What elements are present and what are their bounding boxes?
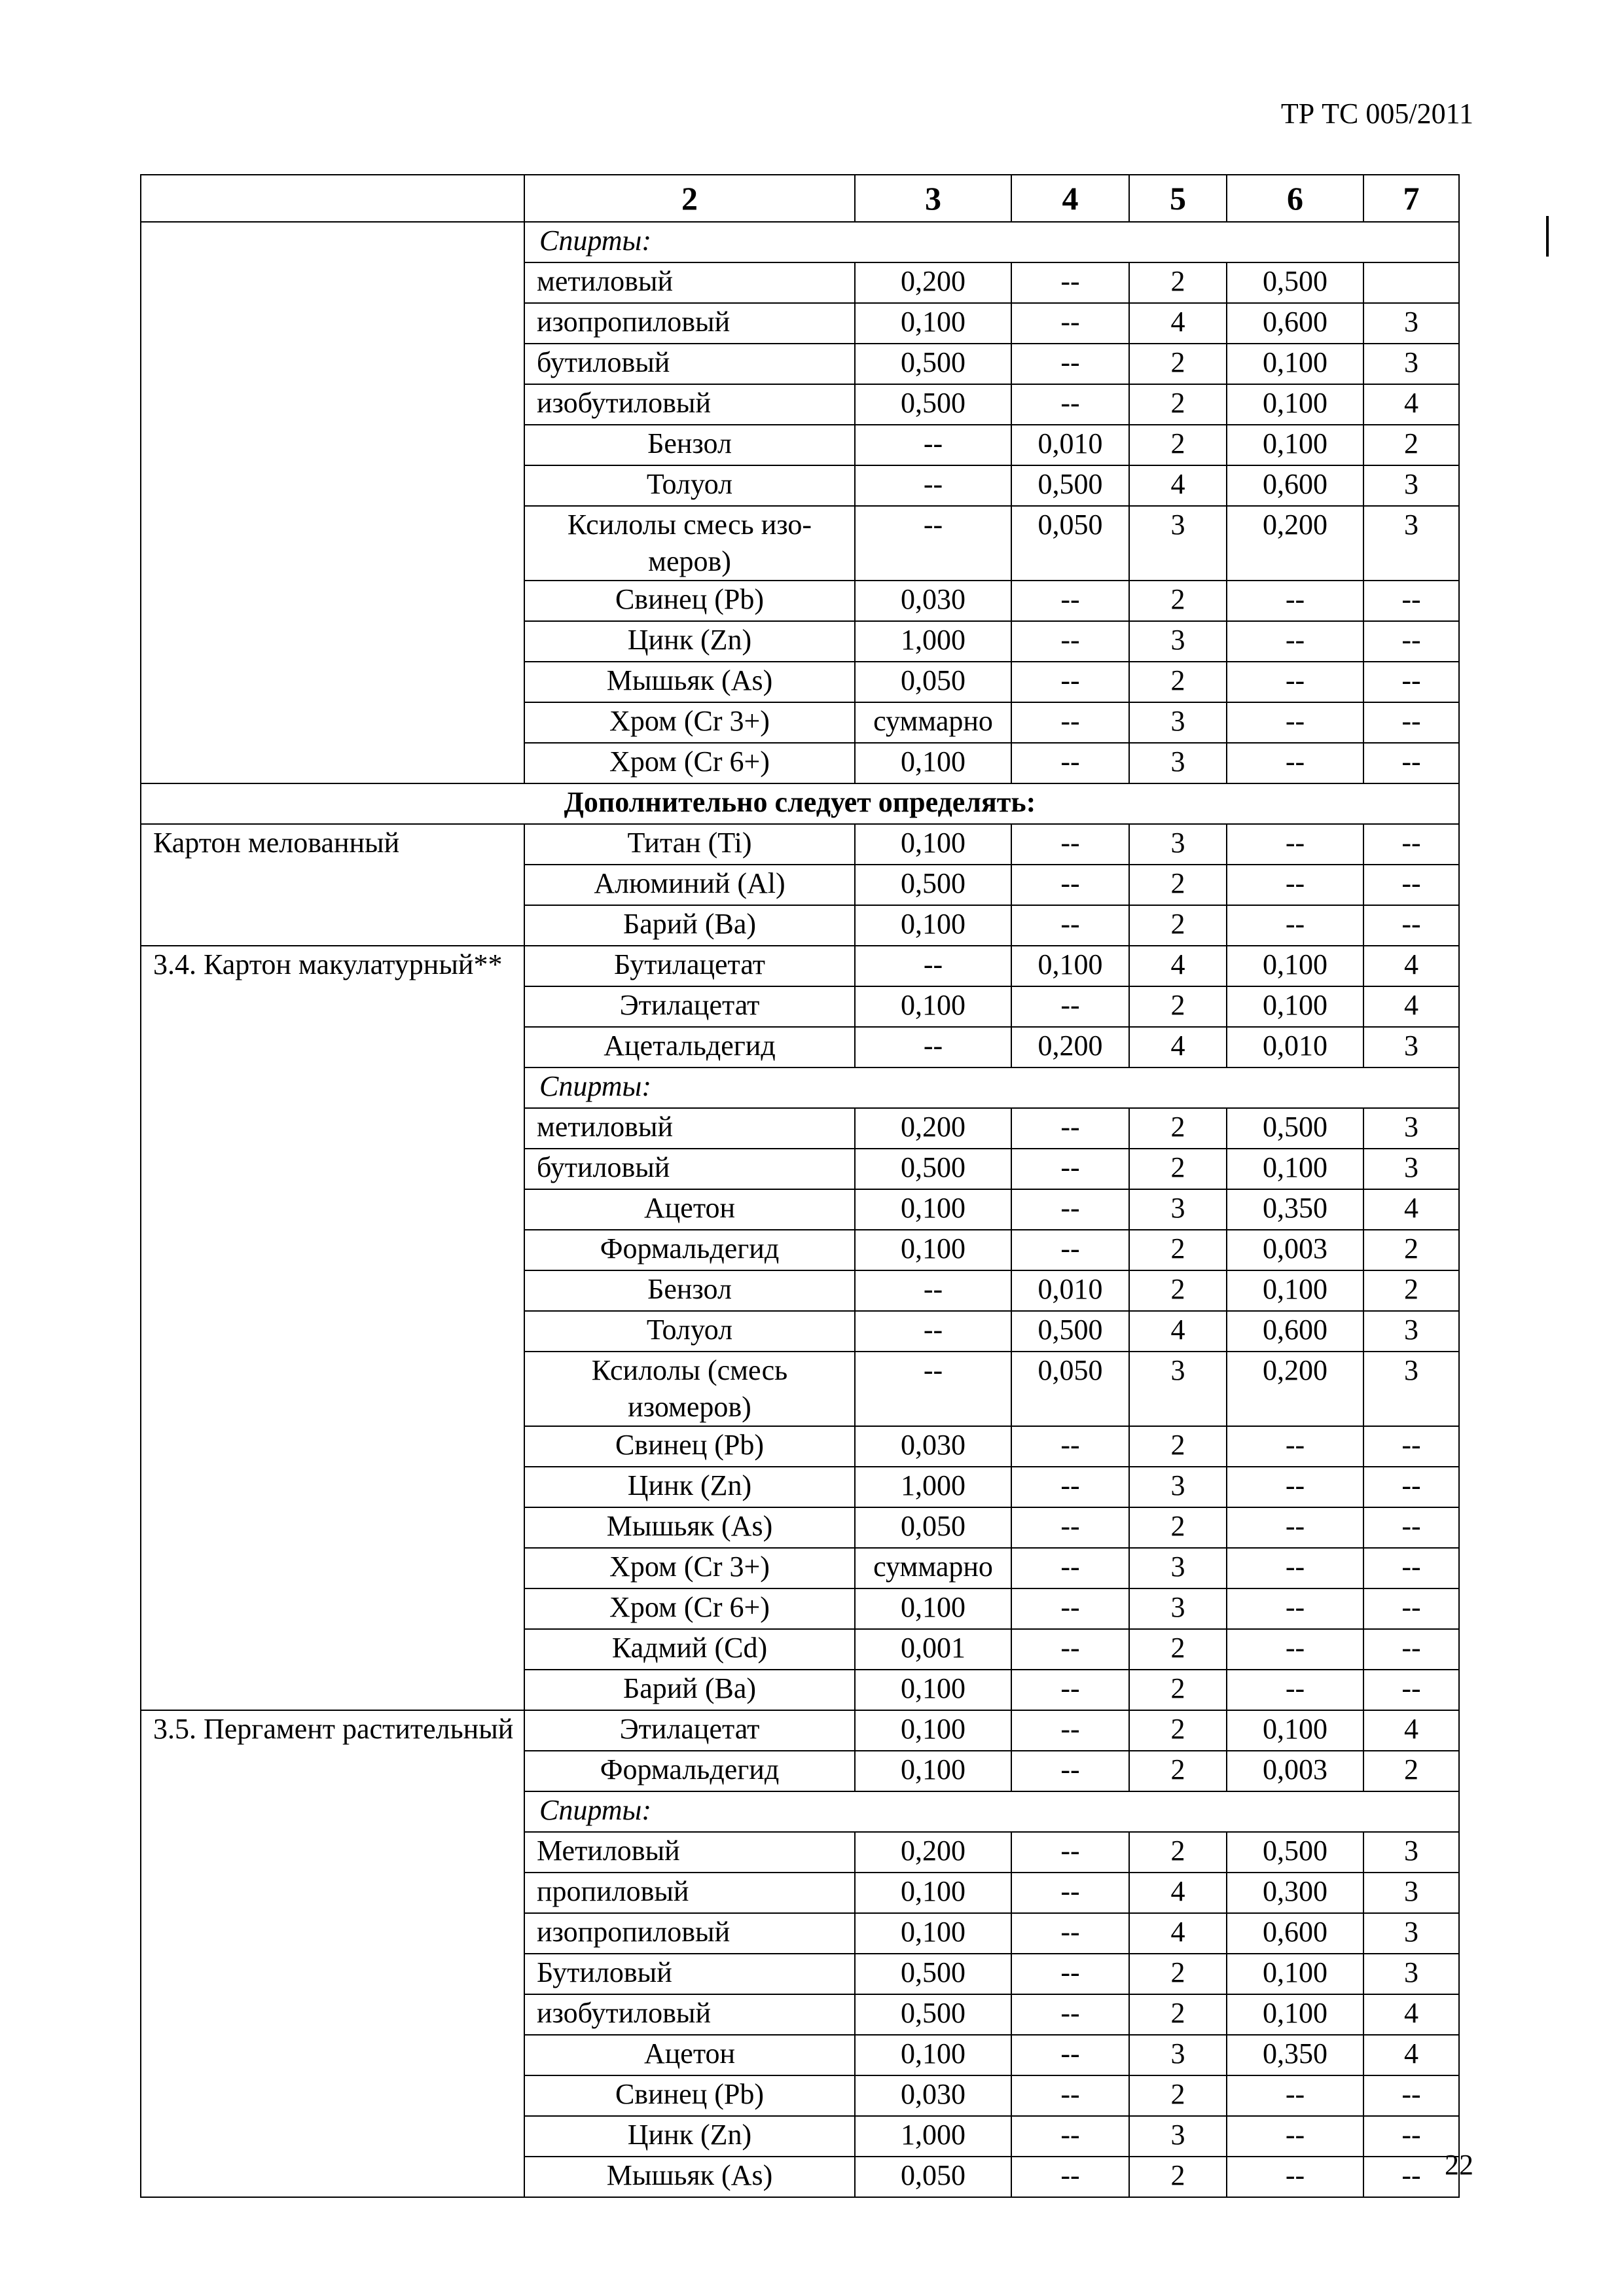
substance-name: изобутиловый [524, 384, 855, 425]
value-cell-c3: 0,500 [855, 1994, 1011, 2035]
value-cell-c4: -- [1011, 1548, 1129, 1588]
value-cell-c5: 4 [1129, 1873, 1227, 1913]
substance-name: Свинец (Pb) [524, 2075, 855, 2116]
value-cell-c4: -- [1011, 2075, 1129, 2116]
value-cell-c6: 0,100 [1227, 344, 1363, 384]
substance-name: Этилацетат [524, 986, 855, 1027]
value-cell-c4: -- [1011, 384, 1129, 425]
value-cell-c6: -- [1227, 743, 1363, 783]
substance-name [524, 1352, 855, 1426]
value-cell-c4: 0,100 [1011, 946, 1129, 986]
value-cell-c5: 3 [1129, 506, 1227, 581]
substance-name: пропиловый [524, 1873, 855, 1913]
value-cell-c4: -- [1011, 2035, 1129, 2075]
value-cell-c4: -- [1011, 905, 1129, 946]
value-cell-c5: 3 [1129, 743, 1227, 783]
substance-name: Барий (Ba) [524, 1670, 855, 1710]
value-cell-c7: -- [1363, 743, 1459, 783]
value-cell-c5: 2 [1129, 865, 1227, 905]
value-cell-c6: 0,500 [1227, 1108, 1363, 1149]
category-cell [141, 222, 524, 783]
value-cell-c3: -- [855, 465, 1011, 506]
value-cell-c3: суммарно [855, 1548, 1011, 1588]
column-header: 2 [524, 175, 855, 222]
value-cell-c6: 0,500 [1227, 262, 1363, 303]
table-row [141, 824, 1459, 865]
value-cell-c3: 0,100 [855, 1710, 1011, 1751]
substance-name-line: меров) [648, 545, 731, 577]
value-cell-c5: 3 [1129, 824, 1227, 865]
value-cell-c5: 4 [1129, 1913, 1227, 1954]
value-cell-c4: -- [1011, 303, 1129, 344]
value-cell-c5: 4 [1129, 303, 1227, 344]
value-cell-c6: -- [1227, 621, 1363, 662]
value-cell-c6: 0,350 [1227, 1189, 1363, 1230]
value-cell-c7: 2 [1363, 1270, 1459, 1311]
value-cell-c7: 3 [1363, 1352, 1459, 1426]
substance-name: изопропиловый [524, 303, 855, 344]
table-row [141, 222, 1459, 262]
substance-name: Ацетон [524, 2035, 855, 2075]
value-cell-c4: -- [1011, 581, 1129, 621]
value-cell-c7: 3 [1363, 465, 1459, 506]
value-cell-c7: 4 [1363, 1710, 1459, 1751]
value-cell-c3: 0,100 [855, 1588, 1011, 1629]
value-cell-c6: -- [1227, 865, 1363, 905]
value-cell-c7: -- [1363, 1588, 1459, 1629]
value-cell-c6: 0,600 [1227, 303, 1363, 344]
value-cell-c4: -- [1011, 986, 1129, 1027]
value-cell-c7: 3 [1363, 1311, 1459, 1352]
substance-name: Барий (Ba) [524, 905, 855, 946]
value-cell-c7: -- [1363, 1467, 1459, 1507]
substance-name: Бутилацетат [524, 946, 855, 986]
value-cell-c5: 2 [1129, 1670, 1227, 1710]
margin-revision-mark [1546, 216, 1549, 257]
value-cell-c3: -- [855, 1311, 1011, 1352]
value-cell-c6: -- [1227, 1629, 1363, 1670]
value-cell-c3: 0,500 [855, 1149, 1011, 1189]
value-cell-c3: 0,100 [855, 743, 1011, 783]
value-cell-c4: -- [1011, 1954, 1129, 1994]
value-cell-c6: 0,100 [1227, 986, 1363, 1027]
value-cell-c3: -- [855, 425, 1011, 465]
value-cell-c7: 3 [1363, 1832, 1459, 1873]
value-cell-c7 [1363, 262, 1459, 303]
value-cell-c4: 0,500 [1011, 1311, 1129, 1352]
value-cell-c5: 2 [1129, 662, 1227, 702]
value-cell-c7: 2 [1363, 1230, 1459, 1270]
value-cell-c4: -- [1011, 1149, 1129, 1189]
substance-name: Цинк (Zn) [524, 1467, 855, 1507]
substance-name: Мышьяк (As) [524, 1507, 855, 1548]
value-cell-c4: -- [1011, 743, 1129, 783]
column-header: 5 [1129, 175, 1227, 222]
value-cell-c6: 0,003 [1227, 1230, 1363, 1270]
value-cell-c6: -- [1227, 1670, 1363, 1710]
value-cell-c6: 0,600 [1227, 465, 1363, 506]
value-cell-c7: 4 [1363, 2035, 1459, 2075]
value-cell-c5: 3 [1129, 1189, 1227, 1230]
value-cell-c4: -- [1011, 662, 1129, 702]
substance-name: бутиловый [524, 1149, 855, 1189]
value-cell-c5: 2 [1129, 581, 1227, 621]
value-cell-c5: 2 [1129, 1832, 1227, 1873]
value-cell-c3: -- [855, 506, 1011, 581]
value-cell-c7: -- [1363, 905, 1459, 946]
value-cell-c7: 4 [1363, 384, 1459, 425]
value-cell-c7: -- [1363, 662, 1459, 702]
value-cell-c3: 0,050 [855, 1507, 1011, 1548]
substance-name: Мышьяк (As) [524, 662, 855, 702]
value-cell-c6: 0,600 [1227, 1913, 1363, 1954]
substance-name: Свинец (Pb) [524, 581, 855, 621]
substance-name-line: Ксилолы смесь изо- [567, 509, 812, 541]
value-cell-c5: 4 [1129, 465, 1227, 506]
substance-name: метиловый [524, 1108, 855, 1149]
value-cell-c5: 3 [1129, 1548, 1227, 1588]
substance-name: Свинец (Pb) [524, 1426, 855, 1467]
group-label: Спирты: [524, 1067, 1459, 1108]
value-cell-c4: -- [1011, 1467, 1129, 1507]
substance-name: Толуол [524, 1311, 855, 1352]
value-cell-c5: 2 [1129, 1710, 1227, 1751]
category-cell: 3.4. Картон макулатурный** [141, 946, 524, 1710]
value-cell-c6: -- [1227, 1467, 1363, 1507]
group-label: Спирты: [524, 1791, 1459, 1832]
value-cell-c7: 2 [1363, 1751, 1459, 1791]
value-cell-c7: -- [1363, 581, 1459, 621]
value-cell-c5: 3 [1129, 1588, 1227, 1629]
substance-name: Формальдегид [524, 1751, 855, 1791]
value-cell-c5: 3 [1129, 2116, 1227, 2157]
substance-name: Ацетон [524, 1189, 855, 1230]
value-cell-c5: 2 [1129, 1270, 1227, 1311]
substance-name: изобутиловый [524, 1994, 855, 2035]
value-cell-c5: 3 [1129, 1352, 1227, 1426]
substance-name: Этилацетат [524, 1710, 855, 1751]
value-cell-c4: -- [1011, 2157, 1129, 2197]
value-cell-c4: -- [1011, 1710, 1129, 1751]
value-cell-c7: -- [1363, 824, 1459, 865]
substance-name: Алюминий (Al) [524, 865, 855, 905]
value-cell-c4: -- [1011, 1670, 1129, 1710]
document-code: ТР ТС 005/2011 [1280, 98, 1473, 130]
value-cell-c3: -- [855, 946, 1011, 986]
value-cell-c6: 0,200 [1227, 506, 1363, 581]
substance-name: Бензол [524, 1270, 855, 1311]
value-cell-c4: -- [1011, 1108, 1129, 1149]
value-cell-c5: 4 [1129, 1027, 1227, 1067]
substance-name: изопропиловый [524, 1913, 855, 1954]
value-cell-c3: 0,100 [855, 2035, 1011, 2075]
value-cell-c5: 2 [1129, 1230, 1227, 1270]
value-cell-c7: -- [1363, 621, 1459, 662]
value-cell-c5: 2 [1129, 1751, 1227, 1791]
value-cell-c3: 0,100 [855, 1751, 1011, 1791]
value-cell-c6: 0,100 [1227, 425, 1363, 465]
value-cell-c5: 2 [1129, 1507, 1227, 1548]
substance-name: метиловый [524, 262, 855, 303]
value-cell-c4: -- [1011, 1832, 1129, 1873]
value-cell-c5: 2 [1129, 905, 1227, 946]
value-cell-c3: 1,000 [855, 2116, 1011, 2157]
table-section-title-row [141, 783, 1459, 824]
group-label: Спирты: [524, 222, 1459, 262]
column-header: 7 [1363, 175, 1459, 222]
substance-name: Хром (Cr 3+) [524, 702, 855, 743]
value-cell-c4: -- [1011, 824, 1129, 865]
value-cell-c5: 2 [1129, 2157, 1227, 2197]
value-cell-c5: 2 [1129, 1954, 1227, 1994]
value-cell-c7: 4 [1363, 1994, 1459, 2035]
value-cell-c3: 0,001 [855, 1629, 1011, 1670]
substance-name: Ацетальдегид [524, 1027, 855, 1067]
value-cell-c7: 3 [1363, 1108, 1459, 1149]
value-cell-c3: суммарно [855, 702, 1011, 743]
value-cell-c5: 3 [1129, 702, 1227, 743]
value-cell-c3: 0,500 [855, 384, 1011, 425]
substance-name: Толуол [524, 465, 855, 506]
value-cell-c3: -- [855, 1270, 1011, 1311]
substance-name: Хром (Cr 6+) [524, 743, 855, 783]
value-cell-c6: 0,300 [1227, 1873, 1363, 1913]
value-cell-c5: 2 [1129, 2075, 1227, 2116]
value-cell-c3: 1,000 [855, 1467, 1011, 1507]
value-cell-c3: 0,100 [855, 1189, 1011, 1230]
value-cell-c6: -- [1227, 1507, 1363, 1548]
value-cell-c6: 0,350 [1227, 2035, 1363, 2075]
value-cell-c3: 0,200 [855, 1108, 1011, 1149]
value-cell-c7: -- [1363, 1629, 1459, 1670]
value-cell-c6: 0,200 [1227, 1352, 1363, 1426]
value-cell-c5: 2 [1129, 1149, 1227, 1189]
value-cell-c6: -- [1227, 702, 1363, 743]
value-cell-c4: -- [1011, 1588, 1129, 1629]
substance-name: Мышьяк (As) [524, 2157, 855, 2197]
substance-name: Хром (Cr 6+) [524, 1588, 855, 1629]
value-cell-c3: -- [855, 1352, 1011, 1426]
column-header [141, 175, 524, 222]
page-number: 22 [1445, 2149, 1473, 2181]
value-cell-c4: 0,200 [1011, 1027, 1129, 1067]
value-cell-c3: 0,100 [855, 986, 1011, 1027]
value-cell-c6: -- [1227, 1588, 1363, 1629]
value-cell-c6: 0,100 [1227, 1710, 1363, 1751]
substance-name-line: Ксилолы (смесь [591, 1354, 788, 1386]
value-cell-c7: -- [1363, 865, 1459, 905]
column-header: 3 [855, 175, 1011, 222]
value-cell-c3: 0,030 [855, 581, 1011, 621]
value-cell-c3: 0,500 [855, 344, 1011, 384]
value-cell-c3: 0,500 [855, 1954, 1011, 1994]
value-cell-c7: 4 [1363, 986, 1459, 1027]
value-cell-c6: -- [1227, 1548, 1363, 1588]
value-cell-c5: 3 [1129, 2035, 1227, 2075]
value-cell-c3: 0,100 [855, 905, 1011, 946]
substance-name-line: изомеров) [628, 1391, 751, 1423]
value-cell-c6: -- [1227, 1426, 1363, 1467]
value-cell-c6: 0,600 [1227, 1311, 1363, 1352]
value-cell-c4: -- [1011, 702, 1129, 743]
value-cell-c7: -- [1363, 2075, 1459, 2116]
value-cell-c4: -- [1011, 1629, 1129, 1670]
column-header: 6 [1227, 175, 1363, 222]
value-cell-c4: -- [1011, 1994, 1129, 2035]
value-cell-c4: 0,010 [1011, 1270, 1129, 1311]
value-cell-c7: 3 [1363, 1913, 1459, 1954]
value-cell-c7: 3 [1363, 1027, 1459, 1067]
value-cell-c3: 0,100 [855, 1873, 1011, 1913]
value-cell-c4: -- [1011, 262, 1129, 303]
substance-name: бутиловый [524, 344, 855, 384]
value-cell-c4: -- [1011, 865, 1129, 905]
table-header-row [141, 175, 1459, 222]
value-cell-c7: -- [1363, 702, 1459, 743]
value-cell-c7: 2 [1363, 425, 1459, 465]
value-cell-c3: 0,100 [855, 1230, 1011, 1270]
value-cell-c4: -- [1011, 1751, 1129, 1791]
value-cell-c7: 4 [1363, 946, 1459, 986]
value-cell-c6: 0,010 [1227, 1027, 1363, 1067]
value-cell-c3: 0,050 [855, 2157, 1011, 2197]
table-row [141, 946, 1459, 986]
value-cell-c5: 2 [1129, 1994, 1227, 2035]
value-cell-c4: 0,500 [1011, 465, 1129, 506]
category-cell: 3.5. Пергамент растительный [141, 1710, 524, 2197]
value-cell-c3: 0,100 [855, 303, 1011, 344]
value-cell-c6: -- [1227, 662, 1363, 702]
requirements-table [140, 174, 1460, 2198]
value-cell-c4: 0,010 [1011, 425, 1129, 465]
value-cell-c6: -- [1227, 2116, 1363, 2157]
value-cell-c3: 0,100 [855, 1913, 1011, 1954]
value-cell-c3: 0,030 [855, 2075, 1011, 2116]
value-cell-c7: 3 [1363, 506, 1459, 581]
value-cell-c5: 3 [1129, 621, 1227, 662]
section-subtitle: Дополнительно следует определять: [141, 783, 1459, 824]
value-cell-c4: 0,050 [1011, 506, 1129, 581]
value-cell-c4: -- [1011, 1507, 1129, 1548]
substance-name: Кадмий (Cd) [524, 1629, 855, 1670]
value-cell-c6: 0,100 [1227, 384, 1363, 425]
value-cell-c4: -- [1011, 1873, 1129, 1913]
value-cell-c6: -- [1227, 581, 1363, 621]
value-cell-c4: -- [1011, 344, 1129, 384]
value-cell-c4: 0,050 [1011, 1352, 1129, 1426]
value-cell-c6: 0,100 [1227, 946, 1363, 986]
category-cell: Картон мелованный [141, 824, 524, 946]
value-cell-c7: -- [1363, 2116, 1459, 2157]
value-cell-c7: -- [1363, 1507, 1459, 1548]
value-cell-c3: -- [855, 1027, 1011, 1067]
value-cell-c5: 2 [1129, 986, 1227, 1027]
value-cell-c5: 3 [1129, 1467, 1227, 1507]
substance-name: Хром (Cr 3+) [524, 1548, 855, 1588]
value-cell-c3: 0,200 [855, 1832, 1011, 1873]
value-cell-c3: 0,500 [855, 865, 1011, 905]
value-cell-c6: -- [1227, 2157, 1363, 2197]
value-cell-c7: -- [1363, 1670, 1459, 1710]
value-cell-c4: -- [1011, 1189, 1129, 1230]
value-cell-c7: -- [1363, 2157, 1459, 2197]
value-cell-c5: 2 [1129, 344, 1227, 384]
value-cell-c7: 4 [1363, 1189, 1459, 1230]
substance-name: Титан (Ti) [524, 824, 855, 865]
value-cell-c7: 3 [1363, 1873, 1459, 1913]
value-cell-c6: 0,100 [1227, 1994, 1363, 2035]
value-cell-c5: 2 [1129, 262, 1227, 303]
substance-name: Цинк (Zn) [524, 621, 855, 662]
value-cell-c5: 2 [1129, 1108, 1227, 1149]
value-cell-c5: 2 [1129, 384, 1227, 425]
value-cell-c3: 0,100 [855, 1670, 1011, 1710]
substance-name: Бензол [524, 425, 855, 465]
value-cell-c7: 3 [1363, 344, 1459, 384]
value-cell-c6: 0,003 [1227, 1751, 1363, 1791]
value-cell-c6: -- [1227, 2075, 1363, 2116]
value-cell-c7: -- [1363, 1426, 1459, 1467]
value-cell-c4: -- [1011, 621, 1129, 662]
value-cell-c4: -- [1011, 1913, 1129, 1954]
value-cell-c6: 0,100 [1227, 1270, 1363, 1311]
substance-name: Цинк (Zn) [524, 2116, 855, 2157]
value-cell-c5: 4 [1129, 946, 1227, 986]
value-cell-c7: -- [1363, 1548, 1459, 1588]
substance-name: Формальдегид [524, 1230, 855, 1270]
table-row [141, 1710, 1459, 1751]
value-cell-c4: -- [1011, 1426, 1129, 1467]
value-cell-c6: 0,100 [1227, 1954, 1363, 1994]
value-cell-c6: 0,500 [1227, 1832, 1363, 1873]
value-cell-c4: -- [1011, 2116, 1129, 2157]
value-cell-c5: 2 [1129, 1426, 1227, 1467]
value-cell-c3: 1,000 [855, 621, 1011, 662]
substance-name: Бутиловый [524, 1954, 855, 1994]
value-cell-c5: 4 [1129, 1311, 1227, 1352]
value-cell-c5: 2 [1129, 1629, 1227, 1670]
substance-name: Метиловый [524, 1832, 855, 1873]
value-cell-c6: -- [1227, 824, 1363, 865]
value-cell-c3: 0,030 [855, 1426, 1011, 1467]
value-cell-c3: 0,200 [855, 262, 1011, 303]
value-cell-c4: -- [1011, 1230, 1129, 1270]
value-cell-c6: -- [1227, 905, 1363, 946]
value-cell-c7: 3 [1363, 1149, 1459, 1189]
value-cell-c7: 3 [1363, 1954, 1459, 1994]
value-cell-c6: 0,100 [1227, 1149, 1363, 1189]
value-cell-c5: 2 [1129, 425, 1227, 465]
value-cell-c3: 0,050 [855, 662, 1011, 702]
value-cell-c7: 3 [1363, 303, 1459, 344]
substance-name [524, 506, 855, 581]
value-cell-c3: 0,100 [855, 824, 1011, 865]
column-header: 4 [1011, 175, 1129, 222]
